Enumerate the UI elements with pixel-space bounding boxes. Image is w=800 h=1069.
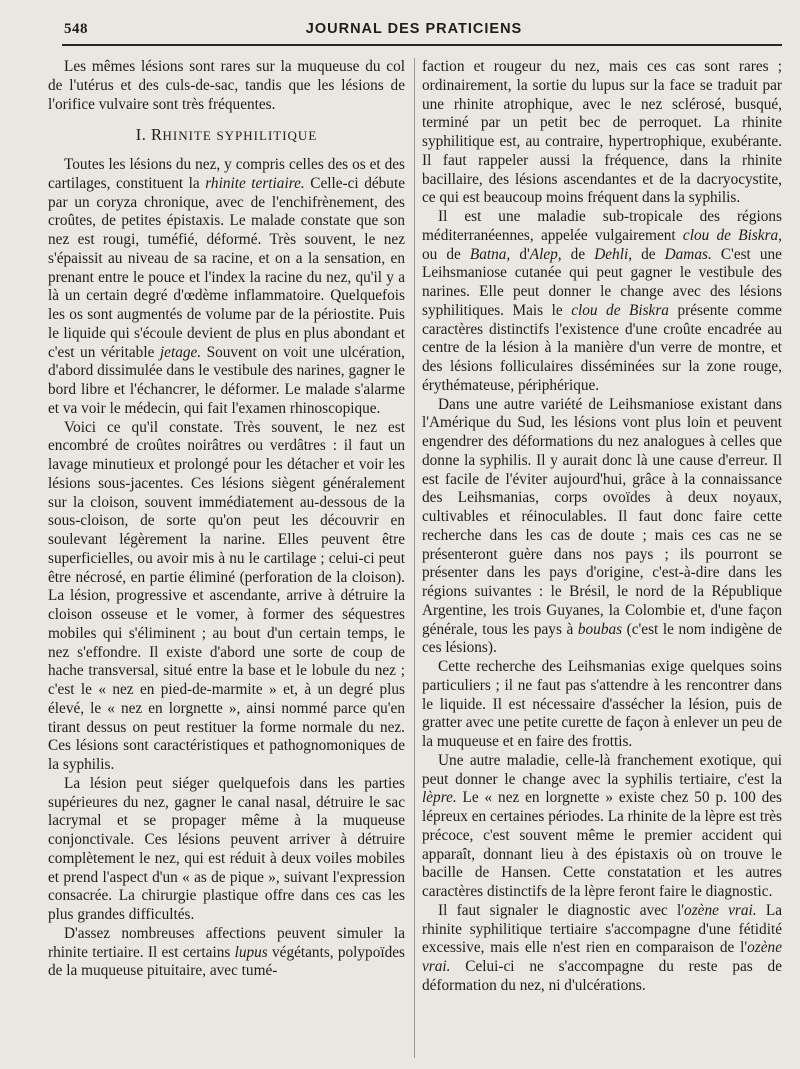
italic-term: Damas. bbox=[664, 245, 712, 263]
paragraph-examen: Voici ce qu'il constate. Très souvent, le nez est encombré de croûtes noirâtres ou verdâtres : il faut un lavage minutieux et prolongé pour les détacher et voir les lésions sous-jacentes. Ces lésions siègent généralement sur la cloison, souvent immédiatement au-dessous de la sous-cloison, de sorte qu'on peut les découvrir en soulevant légèrement la narine. Elles peuvent être superficielles, ou avoir mis à nu le cartilage ; celui-ci peut être nécrosé, en partie éliminé (perforation de la cloison). La lésion, progressive et ascendante, arrive à détruire la cloison osseuse et le vomer, à former des séquestres mobiles qui s'éliminent ; au bout d'un certain temps, le nez s'effondre. Il existe d'abord une sorte de coup de hache transversal, situé entre la base et le lobule du nez ; c'est le « nez en pied-de-marmite » et, à un degré plus élevé, le « nez en lorgnette », ainsi nommé parce qu'en tirant dessus on peut restituer la forme normale du nez. Ces lésions sont caractéristiques et pathognomoniques de la syphilis. bbox=[48, 418, 405, 773]
italic-term: ozène vrai. bbox=[422, 939, 782, 975]
text-run: Il faut signaler le diagnostic avec l' bbox=[438, 901, 685, 919]
italic-term: Batna, bbox=[469, 245, 511, 263]
text-run: végétants, polypoïdes de la muqueuse pituitaire, avec tumé- bbox=[48, 943, 405, 980]
text-run: de bbox=[632, 245, 665, 263]
italic-term: Dehli, bbox=[594, 245, 633, 263]
text-run: D'assez nombreuses affections peuvent simuler la rhinite tertiaire. Il est certains bbox=[48, 924, 405, 961]
text-run: Le « nez en lorgnette » existe chez 50 p. 100 des lépreux en certaines périodes. La rhinite de la lèpre est très précoce, c'est souvent même le premier accident qui apparaît, donnant lieu à des épistaxis où on trouve le bacille de Hansen. Cette constatation et les autres caractères distinctifs de la lèpre feront faire le diagnostic. bbox=[422, 789, 782, 900]
paragraph-parties-superieures: La lésion peut siéger quelquefois dans les parties supérieures du nez, gagner le canal nasal, détruire le sac lacrymal et se propager même à la muqueuse conjonctivale. Ces lésions peuvent arriver à détruire complètement le nez, qui est réduit à deux voiles mobiles et prend l'aspect d'un « as de pique », suivant l'expression consacrée. La chirurgie plastique offre dans ces cas les plus grandes difficultés. bbox=[48, 774, 405, 923]
italic-term: jetage. bbox=[159, 343, 202, 361]
section-heading-first-word: HINITE bbox=[162, 128, 212, 144]
intro-paragraph: Les mêmes lésions sont rares sur la muqueuse du col de l'utérus et des culs-de-sac, tandis que les lésions de l'orifice vulvaire sont très fréquentes. bbox=[48, 58, 405, 113]
italic-term: ozène vrai. bbox=[684, 901, 757, 919]
paragraph-clou-de-biskra bbox=[422, 208, 782, 396]
paragraph-lepre bbox=[422, 752, 782, 902]
page-header bbox=[46, 14, 782, 44]
page-number: 548 bbox=[64, 21, 88, 37]
paragraph-rhinite-tertiaire bbox=[48, 156, 405, 419]
text-run: Celui-ci ne s'accompagne du reste pas de déformation du nez, ni d'ulcérations. bbox=[422, 958, 782, 994]
paragraph-continuation: faction et rougeur du nez, mais ces cas sont rares ; ordinairement, la sortie du lupus sur la face se traduit par une rhinite atrophique, avec le nez sclérosé, busqué, terminé par un petit bec de perroquet. La rhinite syphilitique est, au contraire, hypertrophique, exubérante. Il faut rappeler aussi la fréquence, dans la rhinite bacillaire, des lésions ascendantes et de la dacryocystite, ce qui est beaucoup moins fréquent dans la syphilis. bbox=[422, 58, 782, 207]
text-run: Toutes les lésions du nez, y compris celles des os et des cartilages, constituent la bbox=[48, 156, 405, 192]
paragraph-amerique-du-sud bbox=[422, 396, 782, 659]
section-heading bbox=[48, 126, 405, 146]
right-column bbox=[422, 58, 782, 1058]
column-divider bbox=[414, 58, 415, 1058]
italic-term: lèpre. bbox=[422, 789, 457, 807]
text-run: C'est une Leihsmaniose cutanée qui peut gagner le vestibule des narines. Elle peut donner le change avec des lésions syphilitiques. Mais le bbox=[422, 245, 782, 319]
italic-term: lupus bbox=[234, 943, 268, 961]
italic-term: rhinite tertiaire. bbox=[205, 174, 305, 192]
paragraph-ozene bbox=[422, 902, 782, 996]
section-heading-number: I. R bbox=[135, 125, 163, 145]
paragraph-recherche: Cette recherche des Leihsmanias exige quelques soins particuliers ; il ne faut pas s'attendre à les rencontrer dans le liquide. Il est nécessaire d'assécher la lésion, puis de gratter avec une petite curette de façon à enlever un peu de la muqueuse et en faire des frottis. bbox=[422, 658, 782, 750]
italic-term: boubas bbox=[577, 620, 623, 638]
text-run: Il est une maladie sub-tropicale des régions méditerranéennes, appelée vulgairement bbox=[422, 208, 782, 244]
header-rule bbox=[62, 44, 782, 46]
journal-title: JOURNAL DES PRATICIENS bbox=[305, 21, 523, 37]
paragraph-affections bbox=[48, 925, 405, 981]
text-run: Celle-ci débute par un coryza chronique, avec de l'enchifrènement, des croûtes, de petites épistaxis. Le malade constate que son nez est rougi, tuméfié, déformé. Très souvent, le nez s'épaissit au niveau de sa racine, et on a la sensation, en prenant entre le pouce et l'index la racine du nez, qu'il y a là un certain degré d'œdème inflammatoire. Quelquefois les os sont augmentés de volume par de la périostite. Puis le liquide qui s'écoule devient de plus en plus abondant et c'est un véritable bbox=[48, 174, 405, 361]
text-run: d' bbox=[510, 245, 530, 263]
text-run: La rhinite syphilitique tertiaire s'accompagne d'une fétidité excessive, mais elle n'est rien en comparaison de l' bbox=[422, 901, 782, 957]
text-run: Dans une autre variété de Leihsmaniose existant dans l'Amérique du Sud, les lésions vont plus loin et peuvent engendrer des déformations du nez analogues à celles que donne la syphilis. Il y aurait donc là une cause d'erreur. Il est facile de l'éviter aujourd'hui, grâce à la connaissance des Leihsmanias, corps ovoïdes à deux noyaux, cultivables et réinoculables. Il faut donc faire cette recherche dans les cas de doute ; mais ces cas ne se présenteront guère dans nos pays ; ils pourront se présenter dans les pays d'origine, c'est-à-dire dans les régions suivantes : le Brésil, le nord de la République Argentine, les trois Guyanes, la Colombie et, d'une façon générale, tous les pays à bbox=[422, 395, 782, 638]
section-heading-rest: SYPHILITIQUE bbox=[216, 128, 318, 144]
text-run: de bbox=[561, 245, 595, 263]
text-run: présente comme caractères distinctifs l'existence d'une croûte encadrée au centre de la lésion à la manière d'un verre de montre, et des lésions folliculaires disséminées sur la zone rouge, érythémateuse, périphérique. bbox=[422, 301, 782, 394]
italic-term: clou de Biskra bbox=[571, 301, 669, 319]
italic-term: Alep, bbox=[529, 245, 562, 263]
left-column bbox=[48, 58, 405, 1058]
text-run: (c'est le nom indigène de ces lésions). bbox=[422, 620, 782, 657]
text-run: Une autre maladie, celle-là franchement exotique, qui peut donner le change avec la syphilis tertiaire, c'est la bbox=[422, 751, 782, 788]
text-run: Souvent on voit une ulcération, d'abord dissimulée dans le vestibule des narines, gagner le bord libre et l'échancrer, le déformer. Le malade s'alarme et va voir le médecin, qui fait l'examen rhinoscopique. bbox=[48, 343, 405, 417]
italic-term: clou de Biskra, bbox=[682, 226, 782, 244]
text-run: ou de bbox=[422, 245, 470, 263]
